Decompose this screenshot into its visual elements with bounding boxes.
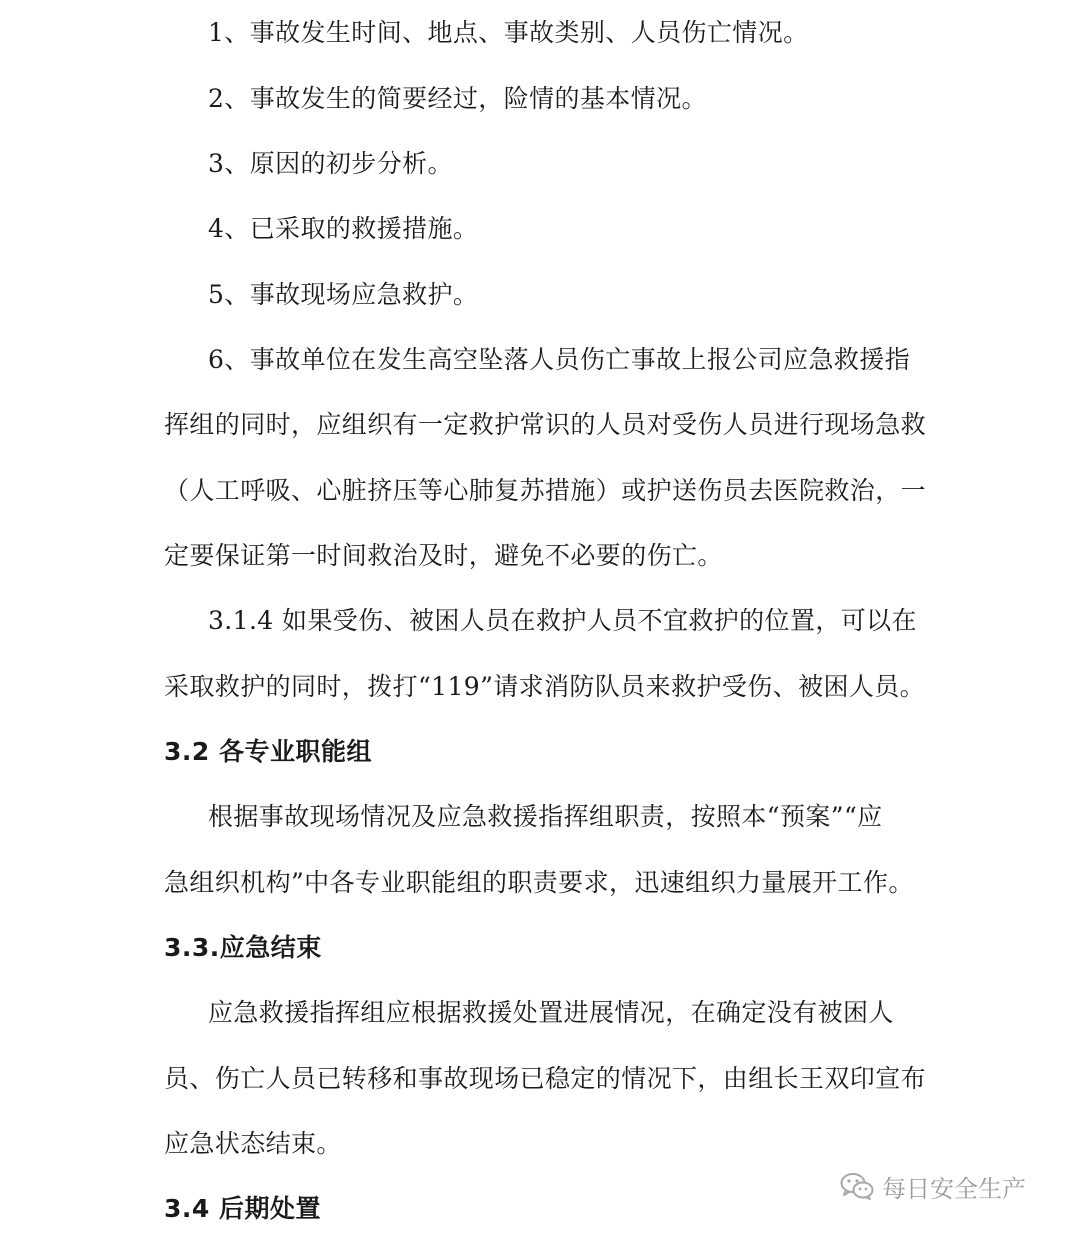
paragraph-3-3-line-1: 应急救援指挥组应根据救援处置进展情况，在确定没有被困人 [208, 998, 894, 1027]
paragraph-3-3-line-3: 应急状态结束。 [164, 1129, 342, 1158]
paragraph-3-1-4-line-1: 3.1.4 如果受伤、被困人员在救护人员不宜救护的位置，可以在 [208, 606, 917, 635]
paragraph-3-3-line-2: 员、伤亡人员已转移和事故现场已稳定的情况下，由组长王双印宣布 [164, 1064, 927, 1093]
list-item-1: 1、事故发生时间、地点、事故类别、人员伤亡情况。 [208, 18, 809, 47]
list-item-3: 3、原因的初步分析。 [208, 149, 453, 178]
watermark-text: 每日安全生产 [882, 1174, 1026, 1203]
paragraph-3-2-line-1: 根据事故现场情况及应急救援指挥组职责，按照本“预案”“应 [208, 802, 883, 831]
list-item-5: 5、事故现场应急救护。 [208, 280, 479, 309]
section-heading-3-2: 3.2 各专业职能组 [164, 737, 372, 766]
list-item-6-line-3: （人工呼吸、心脏挤压等心肺复苏措施）或护送伤员去医院救治，一 [164, 476, 927, 505]
section-heading-3-4: 3.4 后期处置 [164, 1194, 321, 1223]
paragraph-3-2-line-2: 急组织机构”中各专业职能组的职责要求，迅速组织力量展开工作。 [164, 868, 914, 897]
list-item-2: 2、事故发生的简要经过，险情的基本情况。 [208, 84, 707, 113]
list-item-4: 4、已采取的救援措施。 [208, 214, 479, 243]
list-item-6-line-1: 6、事故单位在发生高空坠落人员伤亡事故上报公司应急救援指 [208, 345, 911, 374]
section-heading-3-3: 3.3.应急结束 [164, 933, 322, 962]
watermark [840, 1168, 1026, 1204]
list-item-6-line-2: 挥组的同时，应组织有一定救护常识的人员对受伤人员进行现场急救 [164, 410, 927, 439]
list-item-6-line-4: 定要保证第一时间救治及时，避免不必要的伤亡。 [164, 541, 723, 570]
wechat-icon [840, 1172, 874, 1200]
paragraph-3-1-4-line-2: 采取救护的同时，拨打“119”请求消防队员来救护受伤、被困人员。 [164, 672, 926, 701]
